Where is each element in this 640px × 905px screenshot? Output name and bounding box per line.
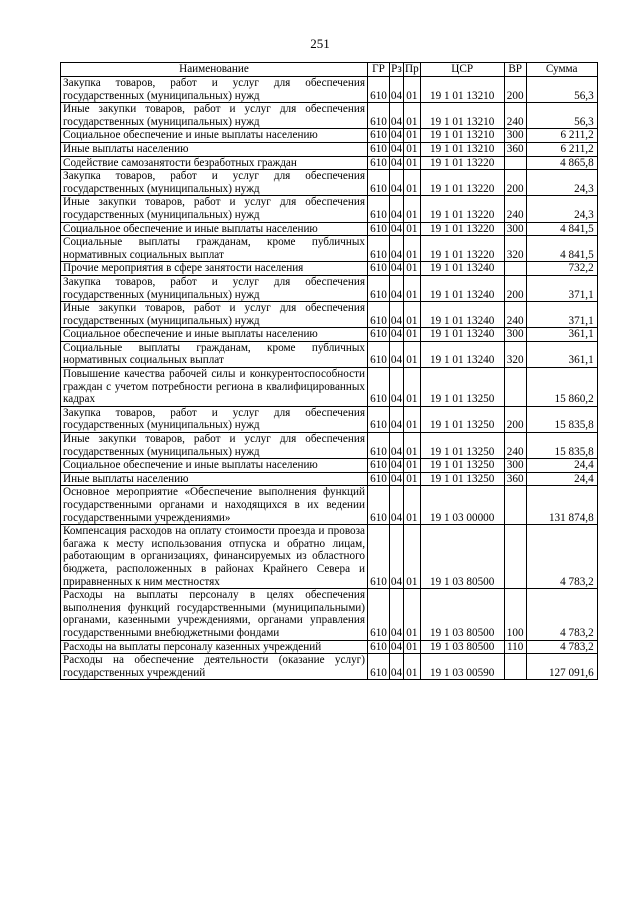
table-row xyxy=(61,433,598,459)
cell-vr: 100 xyxy=(504,589,526,640)
table-row xyxy=(61,275,598,301)
cell-name: Иные закупки товаров, работ и услуг для обеспечения государственных (муниципальных) нужд xyxy=(61,302,368,328)
cell-name: Иные закупки товаров, работ и услуг для обеспечения государственных (муниципальных) нужд xyxy=(61,433,368,459)
cell-csr: 19 1 01 13240 xyxy=(420,275,504,301)
cell-pr: 01 xyxy=(404,433,421,459)
table-row xyxy=(61,486,598,525)
cell-rz: 04 xyxy=(390,262,403,275)
cell-pr: 01 xyxy=(404,196,421,222)
table-row xyxy=(61,103,598,129)
cell-pr: 01 xyxy=(404,640,421,654)
cell-sum: 4 865,8 xyxy=(526,156,597,170)
cell-gr: 610 xyxy=(368,486,390,525)
cell-pr: 01 xyxy=(404,142,421,156)
table-row xyxy=(61,640,598,654)
cell-pr: 01 xyxy=(404,302,421,328)
cell-vr xyxy=(504,262,526,276)
cell-sum: 361,1 xyxy=(526,341,597,367)
cell-rz: 04 xyxy=(390,170,404,196)
cell-name: Компенсация расходов на оплату стоимости проезда и провоза багажа к месту использования отпуска и обратно лицам, работающим в организациях, финансируемых из областного бюджета, расположенных в районах Крайнего Севера и приравненных к ним местностях xyxy=(61,525,368,589)
cell-name: Закупка товаров, работ и услуг для обеспечения государственных (муниципальных) нужд xyxy=(61,77,368,103)
cell-gr: 610 xyxy=(368,222,390,236)
cell-gr: 610 xyxy=(368,525,390,589)
cell-csr: 19 1 01 13210 xyxy=(420,77,504,103)
cell-pr: 01 xyxy=(404,486,421,525)
cell-sum: 4 783,2 xyxy=(526,640,597,654)
cell-gr: 610 xyxy=(368,236,390,262)
cell-vr: 200 xyxy=(504,406,526,432)
table-body xyxy=(61,77,598,680)
cell-name: Социальное обеспечение и иные выплаты населению xyxy=(61,459,368,473)
cell-gr: 610 xyxy=(368,196,390,222)
cell-name: Прочие мероприятия в сфере занятости населения xyxy=(61,262,368,276)
cell-rz: 04 xyxy=(390,302,404,328)
cell-vr: 360 xyxy=(504,142,526,156)
cell-vr: 300 xyxy=(504,328,526,342)
cell-name: Социальное обеспечение и иные выплаты населению xyxy=(61,222,368,236)
cell-gr: 610 xyxy=(368,433,390,459)
table-row xyxy=(61,341,598,367)
cell-sum: 361,1 xyxy=(526,328,597,342)
cell-csr: 19 1 01 13220 xyxy=(420,156,504,170)
cell-pr: 01 xyxy=(404,328,421,342)
header-vr: ВР xyxy=(504,63,526,77)
cell-csr: 19 1 01 13250 xyxy=(420,433,504,459)
cell-rz: 04 xyxy=(390,472,403,485)
header-name: Наименование xyxy=(61,63,368,77)
cell-pr: 01 xyxy=(404,156,421,170)
cell-sum: 371,1 xyxy=(526,275,597,301)
cell-gr: 610 xyxy=(368,103,390,129)
cell-vr: 240 xyxy=(504,103,526,129)
cell-csr: 19 1 01 13220 xyxy=(420,236,504,262)
cell-rz: 04 xyxy=(390,129,403,142)
table-header-row xyxy=(61,63,598,77)
cell-pr: 01 xyxy=(404,129,421,143)
cell-rz: 04 xyxy=(390,142,403,155)
cell-rz: 04 xyxy=(390,525,404,589)
cell-csr: 19 1 01 13240 xyxy=(420,302,504,328)
cell-name: Социальное обеспечение и иные выплаты населению xyxy=(61,129,368,143)
table-row xyxy=(61,236,598,262)
cell-gr: 610 xyxy=(368,341,390,367)
cell-pr: 01 xyxy=(404,262,421,276)
cell-csr: 19 1 03 80500 xyxy=(420,640,504,654)
cell-pr: 01 xyxy=(404,170,421,196)
cell-csr: 19 1 01 13240 xyxy=(420,262,504,276)
cell-rz: 04 xyxy=(390,275,404,301)
cell-name: Иные выплаты населению xyxy=(61,142,368,156)
cell-sum: 4 783,2 xyxy=(526,525,597,589)
cell-gr: 610 xyxy=(368,640,390,654)
table-row xyxy=(61,589,598,640)
cell-rz: 04 xyxy=(390,156,403,169)
cell-gr: 610 xyxy=(368,156,390,170)
cell-csr: 19 1 01 13240 xyxy=(420,341,504,367)
table-row xyxy=(61,459,598,473)
cell-rz: 04 xyxy=(390,222,403,235)
cell-gr: 610 xyxy=(368,472,390,486)
header-rz: Рз xyxy=(391,63,402,76)
cell-sum: 24,4 xyxy=(526,459,597,473)
cell-name: Расходы на обеспечение деятельности (оказание услуг) государственных учреждений xyxy=(61,654,368,680)
cell-name: Закупка товаров, работ и услуг для обеспечения государственных (муниципальных) нужд xyxy=(61,275,368,301)
cell-csr: 19 1 01 13250 xyxy=(420,472,504,486)
cell-vr: 300 xyxy=(504,459,526,473)
cell-gr: 610 xyxy=(368,406,390,432)
cell-vr xyxy=(504,486,526,525)
header-pr: Пр xyxy=(405,63,419,76)
page-number: 251 xyxy=(310,36,330,51)
table-row xyxy=(61,77,598,103)
cell-rz: 04 xyxy=(390,196,404,222)
cell-csr: 19 1 01 13250 xyxy=(420,406,504,432)
cell-pr: 01 xyxy=(404,222,421,236)
cell-gr: 610 xyxy=(368,654,390,680)
cell-vr: 320 xyxy=(504,236,526,262)
cell-sum: 6 211,2 xyxy=(526,129,597,143)
header-gr: ГР xyxy=(368,63,390,77)
cell-sum: 6 211,2 xyxy=(526,142,597,156)
cell-rz: 04 xyxy=(390,236,404,262)
cell-sum: 732,2 xyxy=(526,262,597,276)
cell-vr: 200 xyxy=(504,170,526,196)
cell-vr: 110 xyxy=(504,640,526,654)
cell-name: Основное мероприятие «Обеспечение выполнения функций государственными органами и находящихся в их ведении государственными учреждениями» xyxy=(61,486,368,525)
cell-rz: 04 xyxy=(390,368,404,407)
cell-vr: 200 xyxy=(504,77,526,103)
table-row xyxy=(61,302,598,328)
cell-gr: 610 xyxy=(368,129,390,143)
cell-gr: 610 xyxy=(368,302,390,328)
cell-vr xyxy=(504,368,526,407)
cell-sum: 24,4 xyxy=(526,472,597,486)
table-row xyxy=(61,654,598,680)
cell-csr: 19 1 03 00590 xyxy=(420,654,504,680)
cell-vr xyxy=(504,654,526,680)
table-row xyxy=(61,525,598,589)
cell-name: Закупка товаров, работ и услуг для обеспечения государственных (муниципальных) нужд xyxy=(61,170,368,196)
cell-rz: 04 xyxy=(390,486,404,525)
header-csr: ЦСР xyxy=(420,63,504,77)
cell-gr: 610 xyxy=(368,589,390,640)
cell-gr: 610 xyxy=(368,275,390,301)
cell-vr: 240 xyxy=(504,196,526,222)
cell-rz: 04 xyxy=(390,103,404,129)
cell-rz: 04 xyxy=(390,341,404,367)
cell-sum: 371,1 xyxy=(526,302,597,328)
table-row xyxy=(61,142,598,156)
cell-rz: 04 xyxy=(390,77,404,103)
cell-rz: 04 xyxy=(390,589,404,640)
cell-sum: 4 783,2 xyxy=(526,589,597,640)
cell-rz: 04 xyxy=(390,433,404,459)
cell-gr: 610 xyxy=(368,77,390,103)
cell-name: Иные закупки товаров, работ и услуг для обеспечения государственных (муниципальных) нужд xyxy=(61,103,368,129)
table-row xyxy=(61,129,598,143)
cell-csr: 19 1 03 00000 xyxy=(420,486,504,525)
header-sum: Сумма xyxy=(526,63,597,77)
cell-name: Расходы на выплаты персоналу в целях обеспечения выполнения функций государственными (муниципальными) органами, казенными учреждениями, органами управления государственными внебюджетными фондами xyxy=(61,589,368,640)
cell-pr: 01 xyxy=(404,103,421,129)
cell-vr: 240 xyxy=(504,433,526,459)
cell-gr: 610 xyxy=(368,170,390,196)
cell-sum: 15 860,2 xyxy=(526,368,597,407)
cell-sum: 15 835,8 xyxy=(526,433,597,459)
cell-pr: 01 xyxy=(404,236,421,262)
cell-sum: 131 874,8 xyxy=(526,486,597,525)
cell-pr: 01 xyxy=(404,459,421,473)
cell-gr: 610 xyxy=(368,368,390,407)
cell-name: Социальные выплаты гражданам, кроме публичных нормативных социальных выплат xyxy=(61,236,368,262)
cell-csr: 19 1 01 13220 xyxy=(420,170,504,196)
cell-name: Содействие самозанятости безработных граждан xyxy=(61,156,368,170)
cell-gr: 610 xyxy=(368,328,390,342)
cell-vr: 300 xyxy=(504,222,526,236)
cell-csr: 19 1 01 13220 xyxy=(420,222,504,236)
cell-csr: 19 1 01 13210 xyxy=(420,142,504,156)
cell-rz: 04 xyxy=(390,406,404,432)
table-row xyxy=(61,262,598,276)
cell-vr xyxy=(504,156,526,170)
cell-pr: 01 xyxy=(404,472,421,486)
cell-name: Иные выплаты населению xyxy=(61,472,368,486)
cell-rz: 04 xyxy=(390,640,403,653)
cell-sum: 127 091,6 xyxy=(526,654,597,680)
cell-vr: 320 xyxy=(504,341,526,367)
cell-name: Закупка товаров, работ и услуг для обеспечения государственных (муниципальных) нужд xyxy=(61,406,368,432)
cell-vr: 300 xyxy=(504,129,526,143)
cell-rz: 04 xyxy=(390,654,404,680)
cell-gr: 610 xyxy=(368,459,390,473)
cell-rz: 04 xyxy=(390,459,403,472)
cell-name: Социальные выплаты гражданам, кроме публичных нормативных социальных выплат xyxy=(61,341,368,367)
cell-csr: 19 1 01 13210 xyxy=(420,129,504,143)
cell-vr: 240 xyxy=(504,302,526,328)
cell-sum: 56,3 xyxy=(526,103,597,129)
table-row xyxy=(61,170,598,196)
cell-pr: 01 xyxy=(404,406,421,432)
cell-pr: 01 xyxy=(404,77,421,103)
table-row xyxy=(61,156,598,170)
cell-rz: 04 xyxy=(390,328,403,341)
cell-csr: 19 1 03 80500 xyxy=(420,589,504,640)
cell-pr: 01 xyxy=(404,341,421,367)
table-row xyxy=(61,196,598,222)
cell-csr: 19 1 01 13250 xyxy=(420,459,504,473)
table-row xyxy=(61,472,598,486)
cell-csr: 19 1 01 13210 xyxy=(420,103,504,129)
cell-pr: 01 xyxy=(404,589,421,640)
cell-vr xyxy=(504,525,526,589)
cell-vr: 360 xyxy=(504,472,526,486)
cell-vr: 200 xyxy=(504,275,526,301)
cell-gr: 610 xyxy=(368,142,390,156)
cell-name: Социальное обеспечение и иные выплаты населению xyxy=(61,328,368,342)
cell-sum: 4 841,5 xyxy=(526,222,597,236)
cell-csr: 19 1 01 13250 xyxy=(420,368,504,407)
cell-csr: 19 1 01 13220 xyxy=(420,196,504,222)
cell-pr: 01 xyxy=(404,525,421,589)
cell-sum: 24,3 xyxy=(526,196,597,222)
cell-pr: 01 xyxy=(404,654,421,680)
cell-name: Расходы на выплаты персоналу казенных учреждений xyxy=(61,640,368,654)
table-row xyxy=(61,222,598,236)
cell-gr: 610 xyxy=(368,262,390,276)
budget-table xyxy=(60,62,598,680)
table-row xyxy=(61,406,598,432)
table-row xyxy=(61,368,598,407)
cell-sum: 4 841,5 xyxy=(526,236,597,262)
cell-sum: 24,3 xyxy=(526,170,597,196)
cell-name: Повышение качества рабочей силы и конкурентоспособности граждан с учетом потребности региона в квалифицированных кадрах xyxy=(61,368,368,407)
cell-csr: 19 1 01 13240 xyxy=(420,328,504,342)
cell-sum: 56,3 xyxy=(526,77,597,103)
cell-sum: 15 835,8 xyxy=(526,406,597,432)
cell-csr: 19 1 03 80500 xyxy=(420,525,504,589)
cell-name: Иные закупки товаров, работ и услуг для обеспечения государственных (муниципальных) нужд xyxy=(61,196,368,222)
table-row xyxy=(61,328,598,342)
cell-pr: 01 xyxy=(404,275,421,301)
cell-pr: 01 xyxy=(404,368,421,407)
